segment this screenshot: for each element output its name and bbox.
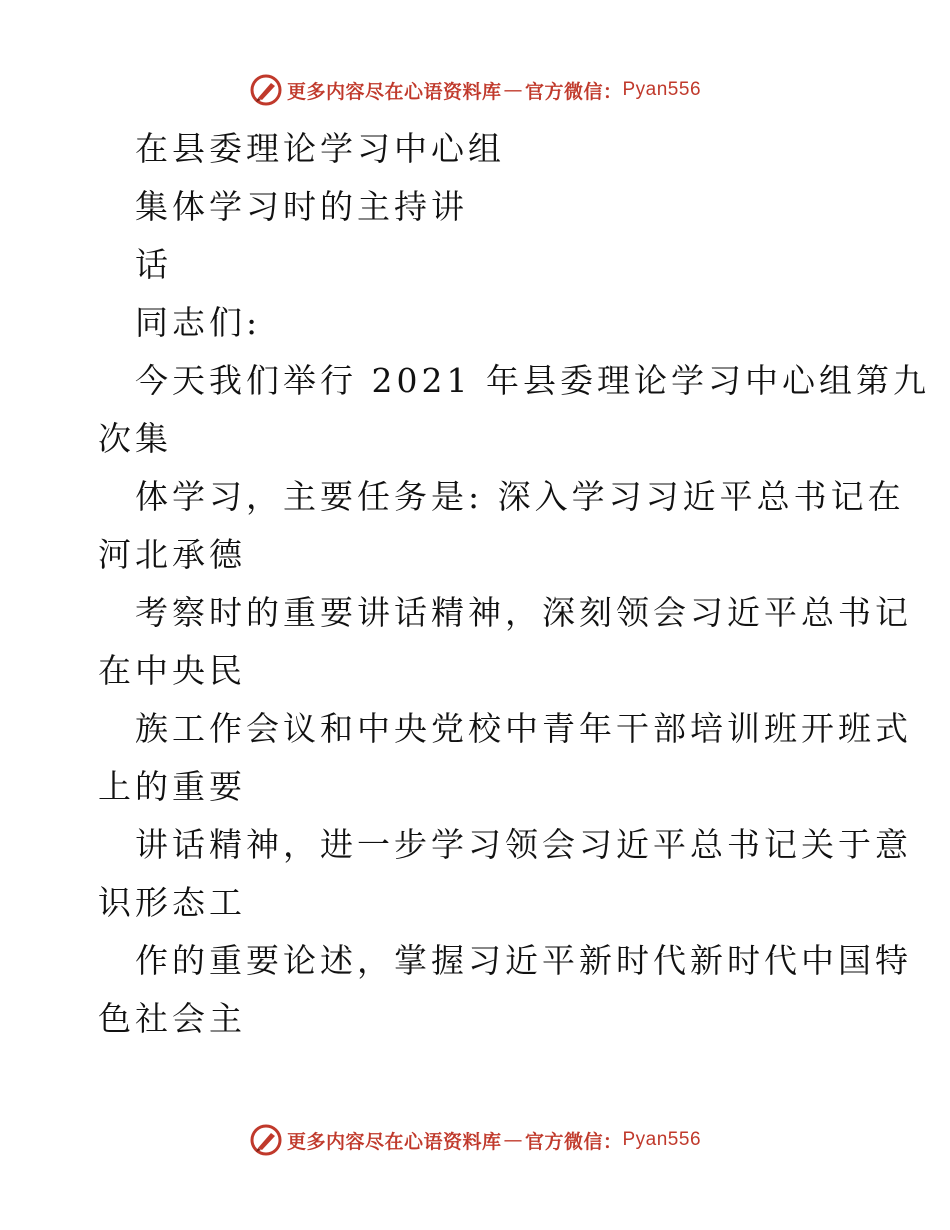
- footer-banner: [0, 1120, 950, 1160]
- body-line: 族工作会议和中央党校中青年干部培训班开班式: [135, 709, 912, 748]
- title-line-2: 集体学习时的主持讲: [135, 187, 468, 226]
- body-line: 色社会主: [98, 999, 246, 1038]
- body-line: 作的重要论述，掌握习近平新时代新时代中国特: [135, 941, 912, 980]
- header-banner: [0, 70, 950, 110]
- body-line: 今天我们举行 2021 年县委理论学习中心组第九: [135, 361, 930, 400]
- header-separator: —: [503, 79, 523, 101]
- title-line-1: 在县委理论学习中心组: [135, 129, 505, 168]
- body-line: 在中央民: [98, 651, 246, 690]
- header-wechat-label: 官方微信：: [524, 80, 623, 103]
- title-line-3: 话: [135, 245, 172, 284]
- body-line: 河北承德: [98, 535, 246, 574]
- body-line: 次集: [98, 419, 172, 458]
- footer-site-name: 更多内容尽在心语资料库: [286, 1130, 502, 1153]
- footer-wechat-account: Pyan556: [622, 1129, 702, 1150]
- document-body: [98, 120, 930, 1048]
- header-wechat-account: Pyan556: [622, 79, 702, 100]
- header-site-name: 更多内容尽在心语资料库: [286, 80, 502, 103]
- footer-wechat-label: 官方微信：: [524, 1130, 623, 1153]
- body-line: 体学习，主要任务是: 深入学习习近平总书记在: [135, 477, 905, 516]
- body-line: 考察时的重要讲话精神，深刻领会习近平总书记: [135, 593, 912, 632]
- salutation: 同志们:: [135, 303, 262, 342]
- body-line: 识形态工: [98, 883, 246, 922]
- body-line: 上的重要: [98, 767, 246, 806]
- footer-separator: —: [503, 1129, 523, 1151]
- pen-logo-icon: [249, 1123, 283, 1157]
- pen-logo-icon: [249, 73, 283, 107]
- body-line: 讲话精神，进一步学习领会习近平总书记关于意: [135, 825, 912, 864]
